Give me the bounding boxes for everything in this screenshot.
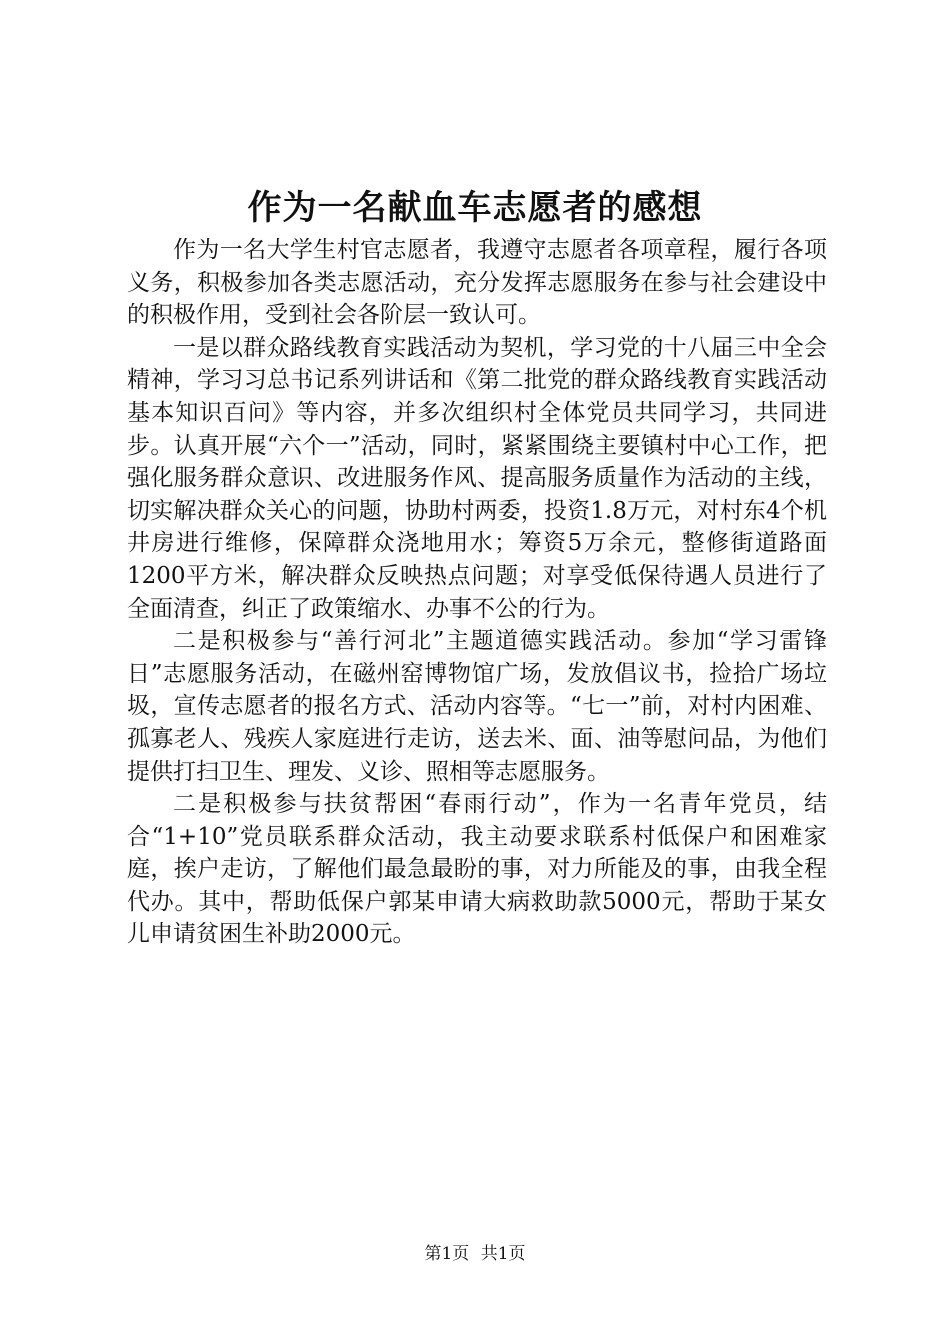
- paragraph-second-point: 二是积极参与“善行河北”主题道德实践活动。参加“学习雷锋日”志愿服务活动，在磁州窑博物馆广场，发放倡议书，捡拾广场垃圾，宣传志愿者的报名方式、活动内容等。“七一”前，对村内困难、孤寡老人、残疾人家庭进行走访，送去米、面、油等慰问品，为他们提供打扫卫生、理发、义诊、照相等志愿服务。: [127, 628, 827, 785]
- paragraph-first-point: 一是以群众路线教育实践活动为契机，学习党的十八届三中全会精神，学习习总书记系列讲话和《第二批党的群众路线教育实践活动基本知识百问》等内容，并多次组织村全体党员共同学习，共同进步。认真开展“六个一”活动，同时，紧紧围绕主要镇村中心工作，把强化服务群众意识、改进服务作风、提高服务质量作为活动的主线，切实解决群众关心的问题，协助村两委，投资1.8万元，对村东4个机井房进行维修，保障群众浇地用水；筹资5万余元，整修街道路面1200平方米，解决群众反映热点问题；对享受低保待遇人员进行了全面清查，纠正了政策缩水、办事不公的行为。: [127, 334, 827, 622]
- document-body: [127, 234, 827, 951]
- page-number-total: 共1页: [480, 1244, 526, 1264]
- paragraph-third-point: 二是积极参与扶贫帮困“春雨行动”，作为一名青年党员，结合“1+10”党员联系群众活动，我主动要求联系村低保户和困难家庭，挨户走访，了解他们最急最盼的事，对力所能及的事，由我全程代办。其中，帮助低保户郭某申请大病救助款5000元，帮助于某女儿申请贫困生补助2000元。: [127, 791, 827, 948]
- page-number-current: 第1页: [424, 1244, 470, 1264]
- document-title: 作为一名献血车志愿者的感想: [247, 188, 703, 228]
- page-footer: [0, 1240, 950, 1268]
- paragraph-intro: 作为一名大学生村官志愿者，我遵守志愿者各项章程，履行各项义务，积极参加各类志愿活动，充分发挥志愿服务在参与社会建设中的积极作用，受到社会各阶层一致认可。: [127, 237, 827, 329]
